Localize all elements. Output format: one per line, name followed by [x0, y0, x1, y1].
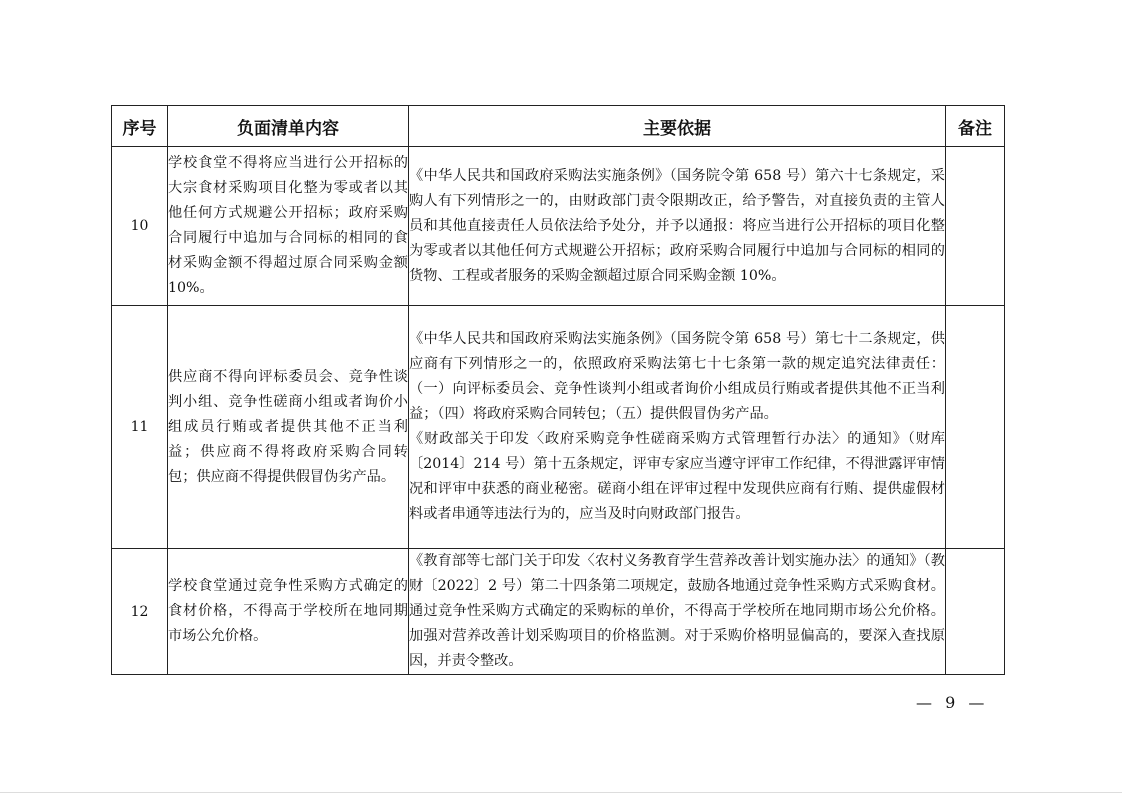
basis-paragraph: 《中华人民共和国政府采购法实施条例》（国务院令第 658 号）第七十二条规定，供应商有下列情形之一的，依照政府采购法第七十七条第一款的规定追究法律责任：（一）向评标委员会、竞争性谈判小组或者询价小组成员行贿或者提供其他不正当利益；（四）将政府采购合同转包；（五）提供假冒伪劣产品。 — [409, 331, 945, 422]
table-row — [112, 549, 1005, 675]
row-seq: 12 — [112, 549, 168, 675]
basis-paragraph: 《财政部关于印发〈政府采购竞争性磋商采购方式管理暂行办法〉的通知》（财库〔2014〕214 号）第十五条规定，评审专家应当遵守评审工作纪律，不得泄露评审情况和评审中获悉的商业秘密。磋商小组在评审过程中发现供应商有行贿、提供虚假材料或者串通等违法行为的，应当及时向财政部门报告。 — [409, 431, 945, 522]
row-content: 学校食堂通过竞争性采购方式确定的食材价格，不得高于学校所在地同期市场公允价格。 — [168, 549, 409, 675]
row-seq: 10 — [112, 147, 168, 306]
row-note — [946, 147, 1005, 306]
row-content: 供应商不得向评标委员会、竞争性谈判小组、竞争性磋商小组或者询价小组成员行贿或者提供其他不正当利益；供应商不得将政府采购合同转包；供应商不得提供假冒伪劣产品。 — [168, 306, 409, 549]
row-content: 学校食堂不得将应当进行公开招标的大宗食材采购项目化整为零或者以其他任何方式规避公开招标；政府采购合同履行中追加与合同标的相同的食材采购金额不得超过原合同采购金额 10%。 — [168, 147, 409, 306]
header-seq: 序号 — [112, 106, 168, 147]
header-basis: 主要依据 — [409, 106, 946, 147]
row-note — [946, 549, 1005, 675]
negative-list-table — [111, 105, 1005, 675]
basis-paragraph: 《中华人民共和国政府采购法实施条例》（国务院令第 658 号）第六十七条规定，采购人有下列情形之一的，由财政部门责令限期改正，给予警告，对直接负责的主管人员和其他直接责任人员依法给予处分，并予以通报：将应当进行公开招标的项目化整为零或者以其他任何方式规避公开招标；政府采购合同履行中追加与合同标的相同的货物、工程或者服务的采购金额超过原合同采购金额 10%。 — [409, 167, 945, 284]
header-note: 备注 — [946, 106, 1005, 147]
table-header-row — [112, 106, 1005, 147]
bottom-divider — [0, 792, 1122, 793]
table-row — [112, 147, 1005, 306]
table-row — [112, 306, 1005, 549]
row-basis — [409, 549, 946, 675]
row-seq: 11 — [112, 306, 168, 549]
row-note — [946, 306, 1005, 549]
row-basis — [409, 147, 946, 306]
basis-paragraph: 《教育部等七部门关于印发〈农村义务教育学生营养改善计划实施办法〉的通知》（教财〔2022〕2 号）第二十四条第二项规定，鼓励各地通过竞争性采购方式采购食材。通过竞争性采购方式确定的采购标的单价，不得高于学校所在地同期市场公允价格。加强对营养改善计划采购项目的价格监测。对于采购价格明显偏高的，要深入查找原因，并责令整改。 — [409, 553, 945, 669]
page-number: — 9 — — [916, 693, 989, 712]
header-content: 负面清单内容 — [168, 106, 409, 147]
row-basis — [409, 306, 946, 549]
